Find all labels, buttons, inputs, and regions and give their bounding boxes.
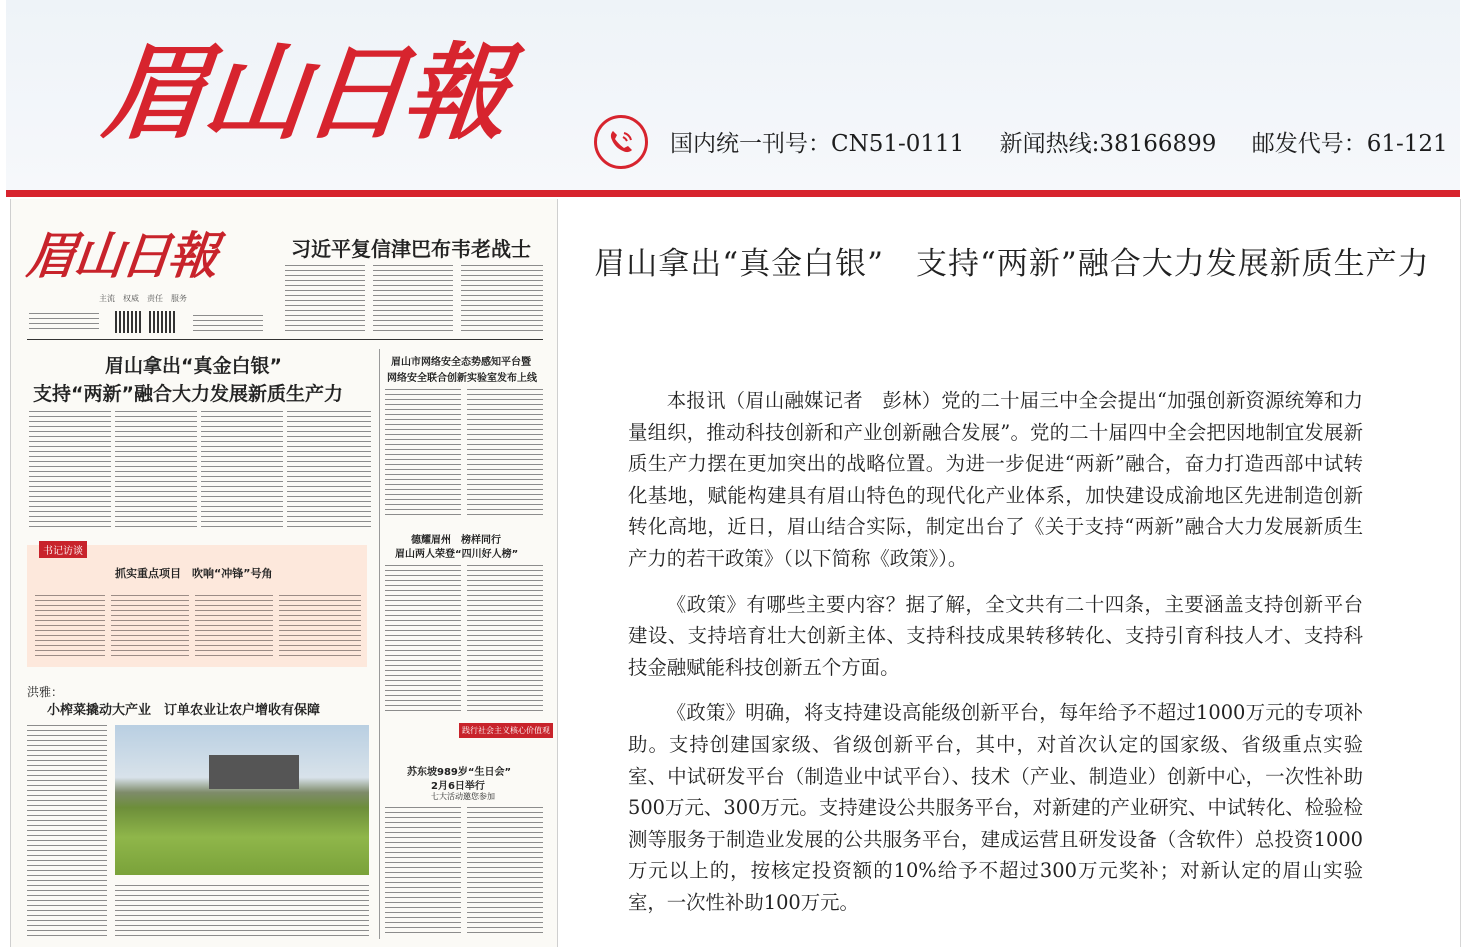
text-column — [27, 723, 107, 937]
text-column — [461, 263, 543, 333]
masthead-logo[interactable]: 眉山日報 — [97, 31, 511, 154]
phone-icon — [594, 115, 648, 169]
box-headline: 抓实重点项目 吹响“冲锋”号角 — [115, 567, 273, 580]
article-paragraph: 《政策》明确，将支持建设高能级创新平台，每年给予不超过1000万元的专项补助。支持创建国家级、省级创新平台，其中，对首次认定的国家级、省级重点实验室、中试研发平台（制造业中试平台）、技术（产业、制造业）创新中心，一次性补助500万元、300万元。支持建设公共服务平台，对新建的产业研究、中试转化、检验检测等服务于制造业发展的公共服务平台，建成运营且研发设备（含软件）总投资1000万元以上的，按核定投资额的10%给予不超过300万元奖补；对新认定的眉山实验室，一次性补助100万元。 — [628, 701, 1363, 914]
site-header — [6, 0, 1460, 190]
thumbnail-top-headline: 习近平复信津巴布韦老战士 — [291, 237, 531, 261]
text-column — [279, 593, 361, 659]
text-column — [385, 805, 461, 937]
side-headline-2a: 德耀眉州 榜样同行 — [411, 535, 501, 546]
photo-building — [209, 755, 299, 789]
column-divider — [379, 349, 380, 939]
text-column — [467, 387, 543, 517]
header-divider — [6, 190, 1460, 197]
text-column — [467, 805, 543, 937]
contact-info-line — [670, 126, 1448, 162]
thumbnail-lead-headline-1: 眉山拿出“真金白银” — [105, 355, 282, 377]
text-column — [385, 563, 461, 713]
text-column — [29, 409, 111, 527]
text-column — [385, 387, 461, 517]
text-column — [373, 263, 453, 333]
text-column — [467, 563, 543, 713]
qr-code — [115, 311, 141, 333]
divider — [27, 339, 543, 340]
article-panel — [556, 199, 1461, 947]
article-paragraph: 本报讯（眉山融媒记者 彭林）党的二十届三中全会提出“加强创新资源统筹和力量组织，推动科技创新和产业创新融合发展”。党的二十届四中全会把因地制宜发展新质生产力摆在更加突出的战略位置。为进一步促进“两新”融合，奋力打造西部中试转化基地，赋能构建具有眉山特色的现代化产业体系，加快建设成渝地区先进制造创新转化高地，近日，眉山结合实际，制定出台了《关于支持“两新”融合大力发展新质生产力的若干政策》（以下简称《政策》）。 — [628, 389, 1363, 570]
newspaper-page-thumbnail[interactable] — [10, 199, 558, 947]
field-photo — [115, 725, 369, 875]
text-column — [115, 409, 197, 527]
text-column — [111, 593, 189, 659]
text-column — [201, 409, 283, 527]
side-headline-1b: 网络安全联合创新实验室发布上线 — [387, 373, 537, 384]
postal-code: 邮发代号：61-121 — [1251, 131, 1448, 157]
article-body — [628, 385, 1363, 933]
thumbnail-masthead: 眉山日報 — [23, 226, 219, 285]
text-column — [285, 263, 365, 333]
red-banner: 践行社会主义核心价值观 — [459, 723, 553, 738]
side-headline-3b: 2月6日举行 — [431, 781, 485, 792]
text-column — [195, 593, 273, 659]
side-headline-2b: 眉山两人荣登“四川好人榜” — [395, 549, 519, 560]
cn-number: 国内统一刊号：CN51-0111 — [670, 131, 965, 157]
text-column — [115, 883, 369, 937]
side-headline-1a: 眉山市网络安全态势感知平台暨 — [391, 357, 531, 368]
box-tag: 书记访谈 — [39, 541, 87, 558]
text-column — [35, 593, 105, 659]
section-tag: 洪雅： — [27, 685, 64, 699]
article-paragraph: 《政策》有哪些主要内容？据了解，全文共有二十四条，主要涵盖支持创新平台建设、支持培育壮大创新主体、支持科技成果转移转化、支持引育科技人才、支持科技金融赋能科技创新五个方面。 — [628, 592, 1363, 679]
date-block — [193, 313, 263, 331]
qr-code — [149, 311, 175, 333]
thumbnail-lead-headline-2: 支持“两新”融合大力发展新质生产力 — [33, 383, 343, 405]
side-headline-3a: 苏东坡989岁“生日会” — [407, 767, 512, 778]
thumbnail-slogan: 主流 权威 责任 服务 — [99, 294, 187, 303]
side-headline-3c: 七大活动邀您参加 — [431, 792, 495, 801]
text-column — [287, 409, 371, 527]
news-hotline: 新闻热线:38166899 — [999, 131, 1217, 157]
masthead-info-block — [29, 311, 99, 333]
article-title: 眉山拿出“真金白银” 支持“两新”融合大力发展新质生产力 — [594, 246, 1430, 282]
section-headline: 小榨菜撬动大产业 订单农业让农户增收有保障 — [47, 703, 321, 718]
